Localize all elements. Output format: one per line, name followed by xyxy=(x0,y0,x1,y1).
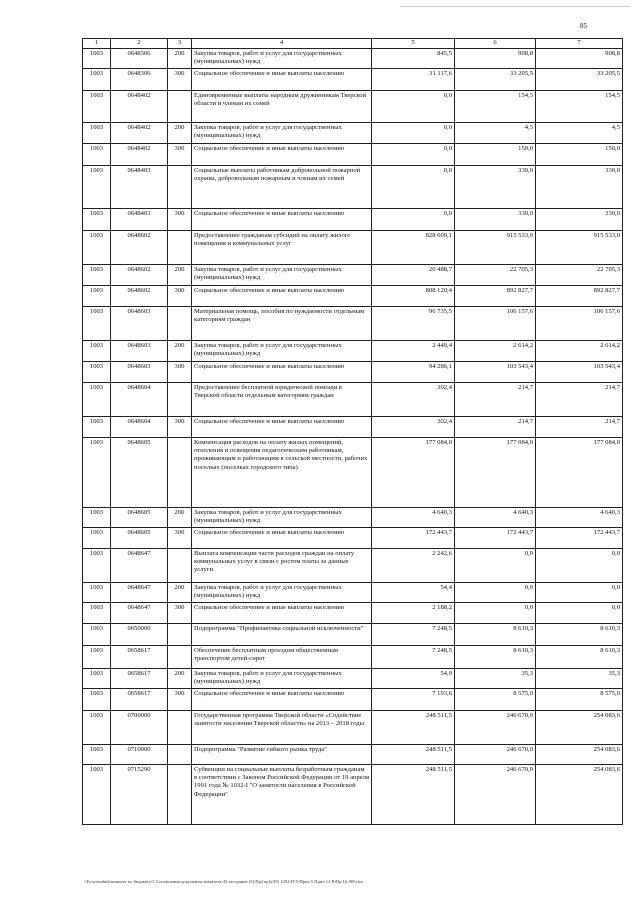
section-code-cell: 1003 xyxy=(83,438,111,508)
expense-type-cell xyxy=(168,383,192,417)
table-row xyxy=(83,265,623,286)
amount-year-2-cell: 150,0 xyxy=(455,144,536,166)
expense-type-cell: 200 xyxy=(168,265,192,286)
expense-type-cell: 300 xyxy=(168,362,192,383)
amount-year-1-cell: 0,0 xyxy=(372,123,455,144)
amount-year-2-cell: 246 670,0 xyxy=(455,765,536,825)
target-article-cell: 0648602 xyxy=(111,265,168,286)
section-code-cell: 1003 xyxy=(83,583,111,603)
section-code-cell: 1003 xyxy=(83,286,111,307)
description-cell: Компенсация расходов на оплату жилых помещений, отопления и освещения педагогическим работникам, проживающим и работающим в сельской местности, рабочих поселках (поселках городского типа) xyxy=(192,438,372,508)
amount-year-1-cell: 0,0 xyxy=(372,144,455,166)
expense-type-cell: 300 xyxy=(168,69,192,91)
amount-year-1-cell: 248 511,5 xyxy=(372,745,455,765)
amount-year-3-cell: 8 610,3 xyxy=(536,624,623,646)
target-article-cell: 0648603 xyxy=(111,307,168,341)
target-article-cell: 0648605 xyxy=(111,528,168,549)
amount-year-1-cell: 302,4 xyxy=(372,383,455,417)
table-row xyxy=(83,711,623,745)
amount-year-2-cell: 214,7 xyxy=(455,383,536,417)
amount-year-3-cell: 4 640,3 xyxy=(536,508,623,528)
expense-type-cell: 200 xyxy=(168,508,192,528)
section-code-cell: 1003 xyxy=(83,265,111,286)
target-article-cell: 0648647 xyxy=(111,603,168,624)
amount-year-3-cell: 172 443,7 xyxy=(536,528,623,549)
amount-year-2-cell: 106 157,6 xyxy=(455,307,536,341)
table-row xyxy=(83,383,623,417)
amount-year-3-cell: 254 083,6 xyxy=(536,711,623,745)
table-row xyxy=(83,307,623,341)
expense-type-cell xyxy=(168,646,192,669)
target-article-cell: 0648602 xyxy=(111,286,168,307)
amount-year-1-cell: 0,0 xyxy=(372,91,455,123)
section-code-cell: 1003 xyxy=(83,669,111,689)
description-cell: Социальное обеспечение и иные выплаты населению xyxy=(192,69,372,91)
expense-type-cell: 300 xyxy=(168,603,192,624)
column-header-2: 2 xyxy=(111,39,168,49)
expense-type-cell xyxy=(168,745,192,765)
description-cell: Закупка товаров, работ и услуг для государственных (муниципальных) нужд xyxy=(192,669,372,689)
section-code-cell: 1003 xyxy=(83,91,111,123)
amount-year-3-cell: 0,0 xyxy=(536,603,623,624)
target-article-cell: 0648647 xyxy=(111,583,168,603)
table-row xyxy=(83,438,623,508)
section-code-cell: 1003 xyxy=(83,508,111,528)
section-code-cell: 1003 xyxy=(83,603,111,624)
column-header-3: 3 xyxy=(168,39,192,49)
target-article-cell: 0658617 xyxy=(111,689,168,711)
expense-type-cell: 200 xyxy=(168,669,192,689)
amount-year-2-cell: 0,0 xyxy=(455,603,536,624)
section-code-cell: 1003 xyxy=(83,765,111,825)
amount-year-2-cell: 0,0 xyxy=(455,583,536,603)
amount-year-1-cell: 248 511,5 xyxy=(372,765,455,825)
target-article-cell: 0648403 xyxy=(111,209,168,231)
target-article-cell: 0648402 xyxy=(111,144,168,166)
amount-year-3-cell: 33 205,5 xyxy=(536,69,623,91)
amount-year-2-cell: 4 640,3 xyxy=(455,508,536,528)
amount-year-1-cell: 96 735,5 xyxy=(372,307,455,341)
amount-year-3-cell: 8 610,3 xyxy=(536,646,623,669)
table-row xyxy=(83,508,623,528)
amount-year-3-cell: 254 083,6 xyxy=(536,765,623,825)
description-cell: Закупка товаров, работ и услуг для государственных (муниципальных) нужд xyxy=(192,49,372,69)
amount-year-1-cell: 54,4 xyxy=(372,583,455,603)
target-article-cell: 0648603 xyxy=(111,362,168,383)
column-header-1: 1 xyxy=(83,39,111,49)
description-cell: Социальное обеспечение и иные выплаты населению xyxy=(192,689,372,711)
amount-year-3-cell: 35,3 xyxy=(536,669,623,689)
expense-type-cell xyxy=(168,549,192,583)
amount-year-2-cell: 4,5 xyxy=(455,123,536,144)
section-code-cell: 1003 xyxy=(83,49,111,69)
target-article-cell: 0710000 xyxy=(111,745,168,765)
section-code-cell: 1003 xyxy=(83,689,111,711)
table-row xyxy=(83,528,623,549)
expense-type-cell: 300 xyxy=(168,528,192,549)
amount-year-2-cell: 330,0 xyxy=(455,209,536,231)
amount-year-1-cell: 4 640,3 xyxy=(372,508,455,528)
amount-year-2-cell: 33 205,5 xyxy=(455,69,536,91)
amount-year-2-cell: 8 610,3 xyxy=(455,646,536,669)
amount-year-3-cell: 214,7 xyxy=(536,383,623,417)
target-article-cell: 0648602 xyxy=(111,231,168,265)
description-cell: Социальные выплаты работникам добровольной пожарной охраны, добровольным пожарным и членам их семей xyxy=(192,166,372,209)
description-cell: Социальное обеспечение и иные выплаты населению xyxy=(192,144,372,166)
target-article-cell: 0658617 xyxy=(111,646,168,669)
amount-year-1-cell: 172 443,7 xyxy=(372,528,455,549)
table-row xyxy=(83,362,623,383)
amount-year-1-cell: 54,9 xyxy=(372,669,455,689)
column-header-7: 7 xyxy=(536,39,623,49)
description-cell: Социальное обеспечение и иные выплаты населению xyxy=(192,417,372,438)
amount-year-2-cell: 246 670,0 xyxy=(455,745,536,765)
target-article-cell: 0715290 xyxy=(111,765,168,825)
expense-type-cell xyxy=(168,438,192,508)
amount-year-3-cell: 103 543,4 xyxy=(536,362,623,383)
amount-year-2-cell: 2 614,2 xyxy=(455,341,536,362)
description-cell: Государственная программа Тверской области «Содействие занятости населения Тверской области» на 2013 – 2018 годы xyxy=(192,711,372,745)
target-article-cell: 0648604 xyxy=(111,417,168,438)
description-cell: Единовременные выплаты народным дружинникам Тверской области и членам их семей xyxy=(192,91,372,123)
table-row xyxy=(83,286,623,307)
description-cell: Обеспечение бесплатным проездом общественным транспортом детей-сирот xyxy=(192,646,372,669)
budget-table xyxy=(82,38,623,825)
header-row xyxy=(83,39,623,49)
description-cell: Подпрограмма "Профилактика социальной исключенности" xyxy=(192,624,372,646)
amount-year-3-cell: 915 533,0 xyxy=(536,231,623,265)
table-row xyxy=(83,669,623,689)
target-article-cell: 0648306 xyxy=(111,69,168,91)
target-article-cell: 0648402 xyxy=(111,91,168,123)
target-article-cell: 0650000 xyxy=(111,624,168,646)
expense-type-cell: 300 xyxy=(168,417,192,438)
expense-type-cell xyxy=(168,624,192,646)
amount-year-1-cell: 2 449,4 xyxy=(372,341,455,362)
top-rule xyxy=(400,6,630,7)
target-article-cell: 0648603 xyxy=(111,341,168,362)
expense-type-cell: 200 xyxy=(168,583,192,603)
amount-year-2-cell: 177 084,0 xyxy=(455,438,536,508)
target-article-cell: 0648402 xyxy=(111,123,168,144)
expense-type-cell: 300 xyxy=(168,689,192,711)
section-code-cell: 1003 xyxy=(83,209,111,231)
description-cell: Закупка товаров, работ и услуг для государственных (муниципальных) нужд xyxy=(192,583,372,603)
amount-year-1-cell: 94 286,1 xyxy=(372,362,455,383)
column-header-6: 6 xyxy=(455,39,536,49)
amount-year-2-cell: 0,0 xyxy=(455,549,536,583)
table-row xyxy=(83,49,623,69)
amount-year-3-cell: 2 614,2 xyxy=(536,341,623,362)
table-row xyxy=(83,603,623,624)
amount-year-2-cell: 22 705,3 xyxy=(455,265,536,286)
amount-year-3-cell: 908,8 xyxy=(536,49,623,69)
expense-type-cell: 200 xyxy=(168,49,192,69)
section-code-cell: 1003 xyxy=(83,144,111,166)
description-cell: Социальное обеспечение и иные выплаты населению xyxy=(192,603,372,624)
amount-year-3-cell: 177 084,0 xyxy=(536,438,623,508)
description-cell: Закупка товаров, работ и услуг для государственных (муниципальных) нужд xyxy=(192,123,372,144)
amount-year-1-cell: 0,0 xyxy=(372,166,455,209)
description-cell: Подпрограмма "Развитие гибкого рынка труда" xyxy=(192,745,372,765)
description-cell: Социальное обеспечение и иные выплаты населению xyxy=(192,362,372,383)
expense-type-cell xyxy=(168,91,192,123)
target-article-cell: 0648306 xyxy=(111,49,168,69)
table-row xyxy=(83,417,623,438)
description-cell: Субвенции на социальные выплаты безработным гражданам в соответствии с Законом Российской Федерации от 19 апреля 1991 года № 1032-I "О занятости населения в Российской Федерации" xyxy=(192,765,372,825)
amount-year-3-cell: 150,0 xyxy=(536,144,623,166)
amount-year-1-cell: 2 188,2 xyxy=(372,603,455,624)
amount-year-1-cell: 31 117,6 xyxy=(372,69,455,91)
table-row xyxy=(83,341,623,362)
amount-year-3-cell: 254 083,6 xyxy=(536,745,623,765)
amount-year-1-cell: 7 248,5 xyxy=(372,624,455,646)
table-row xyxy=(83,69,623,91)
amount-year-1-cell: 248 511,5 xyxy=(372,711,455,745)
expense-type-cell xyxy=(168,765,192,825)
section-code-cell: 1003 xyxy=(83,711,111,745)
amount-year-3-cell: 0,0 xyxy=(536,549,623,583)
amount-year-3-cell: 22 705,3 xyxy=(536,265,623,286)
amount-year-3-cell: 330,0 xyxy=(536,209,623,231)
target-article-cell: 0648647 xyxy=(111,549,168,583)
amount-year-2-cell: 8 610,3 xyxy=(455,624,536,646)
amount-year-3-cell: 8 575,0 xyxy=(536,689,623,711)
table-row xyxy=(83,745,623,765)
table-body xyxy=(83,49,623,825)
expense-type-cell xyxy=(168,231,192,265)
table-row xyxy=(83,549,623,583)
amount-year-2-cell: 214,7 xyxy=(455,417,536,438)
expense-type-cell: 200 xyxy=(168,123,192,144)
target-article-cell: 0700000 xyxy=(111,711,168,745)
table-row xyxy=(83,123,623,144)
column-header-5: 5 xyxy=(372,39,455,49)
section-code-cell: 1003 xyxy=(83,383,111,417)
target-article-cell: 0648604 xyxy=(111,383,168,417)
table-row xyxy=(83,646,623,669)
amount-year-2-cell: 154,5 xyxy=(455,91,536,123)
amount-year-2-cell: 8 575,0 xyxy=(455,689,536,711)
table-row xyxy=(83,231,623,265)
table-row xyxy=(83,765,623,825)
table-row xyxy=(83,624,623,646)
amount-year-3-cell: 154,5 xyxy=(536,91,623,123)
description-cell: Закупка товаров, работ и услуг для государственных (муниципальных) нужд xyxy=(192,341,372,362)
amount-year-1-cell: 177 084,0 xyxy=(372,438,455,508)
amount-year-2-cell: 35,3 xyxy=(455,669,536,689)
amount-year-2-cell: 915 533,0 xyxy=(455,231,536,265)
description-cell: Предоставление гражданам субсидий на оплату жилого помещения и коммунальных услуг xyxy=(192,231,372,265)
amount-year-3-cell: 106 157,6 xyxy=(536,307,623,341)
section-code-cell: 1003 xyxy=(83,646,111,669)
description-cell: Социальное обеспечение и иные выплаты населению xyxy=(192,209,372,231)
amount-year-1-cell: 7 248,5 xyxy=(372,646,455,669)
amount-year-3-cell: 214,7 xyxy=(536,417,623,438)
amount-year-3-cell: 4,5 xyxy=(536,123,623,144)
section-code-cell: 1003 xyxy=(83,166,111,209)
table-row xyxy=(83,689,623,711)
target-article-cell: 0648403 xyxy=(111,166,168,209)
section-code-cell: 1003 xyxy=(83,69,111,91)
amount-year-1-cell: 20 488,7 xyxy=(372,265,455,286)
target-article-cell: 0648605 xyxy=(111,508,168,528)
amount-year-3-cell: 330,0 xyxy=(536,166,623,209)
section-code-cell: 1003 xyxy=(83,362,111,383)
section-code-cell: 1003 xyxy=(83,123,111,144)
amount-year-2-cell: 103 543,4 xyxy=(455,362,536,383)
amount-year-1-cell: 0,0 xyxy=(372,209,455,231)
description-cell: Предоставление бесплатной юридической помощи в Тверской области отдельным категориям граждан xyxy=(192,383,372,417)
section-code-cell: 1003 xyxy=(83,528,111,549)
column-header-4: 4 xyxy=(192,39,372,49)
description-cell: Социальное обеспечение и иные выплаты населению xyxy=(192,286,372,307)
table-row xyxy=(83,583,623,603)
table-row xyxy=(83,91,623,123)
amount-year-2-cell: 908,8 xyxy=(455,49,536,69)
section-code-cell: 1003 xyxy=(83,549,111,583)
amount-year-1-cell: 302,4 xyxy=(372,417,455,438)
amount-year-2-cell: 172 443,7 xyxy=(455,528,536,549)
section-code-cell: 1003 xyxy=(83,417,111,438)
expense-type-cell xyxy=(168,711,192,745)
section-code-cell: 1003 xyxy=(83,624,111,646)
description-cell: Материальная помощь, пособия по нуждаемости отдельным категориям граждан xyxy=(192,307,372,341)
description-cell: Закупка товаров, работ и услуг для государственных (муниципальных) нужд xyxy=(192,265,372,286)
expense-type-cell xyxy=(168,166,192,209)
section-code-cell: 1003 xyxy=(83,307,111,341)
amount-year-1-cell: 828 609,1 xyxy=(372,231,455,265)
description-cell: Закупка товаров, работ и услуг для государственных (муниципальных) нужд xyxy=(192,508,372,528)
expense-type-cell: 300 xyxy=(168,286,192,307)
amount-year-3-cell: 0,0 xyxy=(536,583,623,603)
amount-year-2-cell: 246 670,0 xyxy=(455,711,536,745)
expense-type-cell: 300 xyxy=(168,209,192,231)
expense-type-cell: 300 xyxy=(168,144,192,166)
amount-year-3-cell: 892 827,7 xyxy=(536,286,623,307)
target-article-cell: 0648605 xyxy=(111,438,168,508)
expense-type-cell: 200 xyxy=(168,341,192,362)
description-cell: Выплата компенсации части расходов граждан на оплату коммунальных услуг в связи с ростом платы за данные услуги xyxy=(192,549,372,583)
table-row xyxy=(83,209,623,231)
amount-year-1-cell: 845,5 xyxy=(372,49,455,69)
expense-type-cell xyxy=(168,307,192,341)
section-code-cell: 1003 xyxy=(83,231,111,265)
table-row xyxy=(83,144,623,166)
amount-year-2-cell: 330,0 xyxy=(455,166,536,209)
amount-year-1-cell: 2 242,6 xyxy=(372,549,455,583)
section-code-cell: 1003 xyxy=(83,745,111,765)
amount-year-1-cell: 808 120,4 xyxy=(372,286,455,307)
target-article-cell: 0658617 xyxy=(111,669,168,689)
amount-year-1-cell: 7 193,6 xyxy=(372,689,455,711)
file-path-footer: \\Fs-sotrudnik\комитет по бюджету\5 Соглашения\документы комитета\45 заседание (5)\Пр\(пр)\(49) 1292-П-5\Прил 5 Прил 12 РзПр Цс ВР.xlsx xyxy=(84,879,364,884)
description-cell: Социальное обеспечение и иные выплаты населению xyxy=(192,528,372,549)
page-number: 85 xyxy=(580,22,587,30)
table-row xyxy=(83,166,623,209)
section-code-cell: 1003 xyxy=(83,341,111,362)
amount-year-2-cell: 892 827,7 xyxy=(455,286,536,307)
